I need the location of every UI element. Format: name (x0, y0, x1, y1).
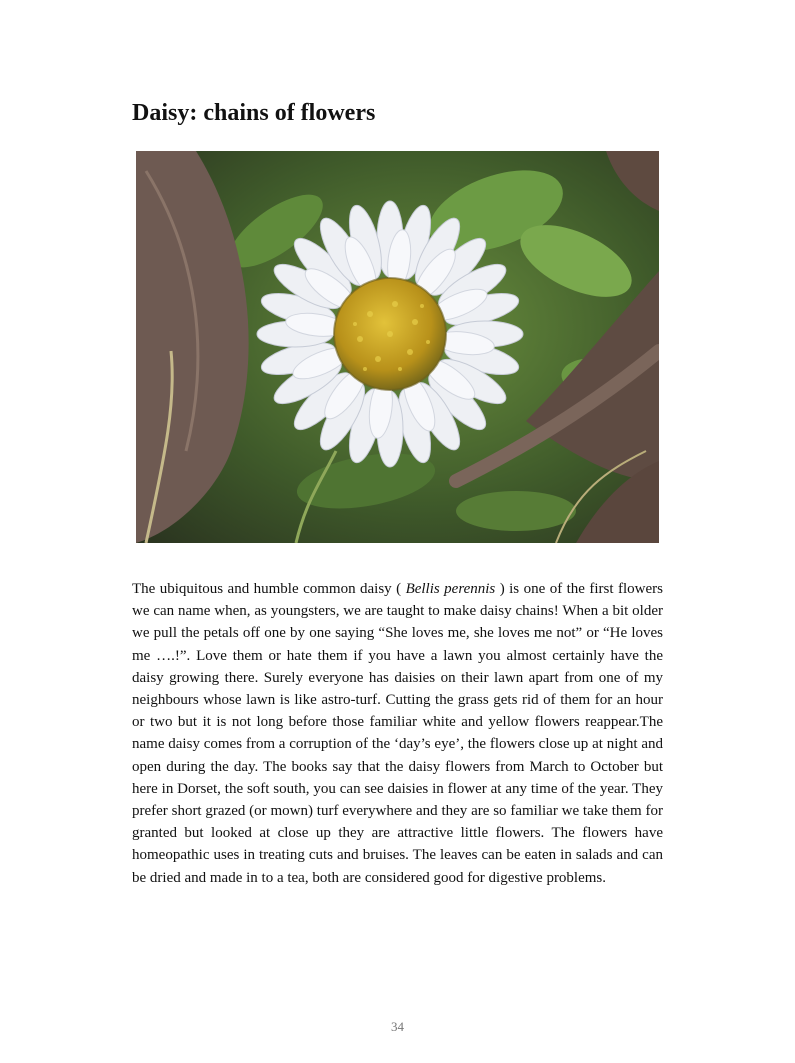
body-paragraph (132, 578, 663, 889)
daisy-photo (136, 151, 659, 543)
body-text-rest: ) is one of the first flowers we can name when, as youngsters, we are taught to make daisy chains! When a bit older we pull the petals off one by one saying “She loves me, she loves me not” or “He loves me ….!”. Love them or hate them if you have a lawn you almost certainly have the daisy growing there. Surely everyone has daisies on their lawn apart from one of my neighbours whose lawn is like astro-turf. Cutting the grass gets rid of them for an hour or two but it is not long before those familiar white and yellow flowers reappear.The name daisy comes from a corruption of the ‘day’s eye’, the flowers close up at night and open during the day. The books say that the daisy flowers from March to October but here in Dorset, the soft south, you can see daisies in flower at any time of the year. They prefer short grazed (or mown) turf everywhere and they are so familiar we take them for granted but looked at close up they are attractive little flowers. The flowers have homeopathic uses in treating cuts and bruises. The leaves can be eaten in salads and can be dried and made in to a tea, both are considered good for digestive problems. (132, 581, 663, 886)
page-number: 34 (391, 1019, 404, 1034)
body-text (132, 578, 663, 889)
body-text-start: The ubiquitous and humble common daisy ( (132, 581, 406, 597)
species-name: Bellis perennis (405, 581, 496, 597)
page-title: Daisy: chains of flowers (132, 100, 376, 126)
